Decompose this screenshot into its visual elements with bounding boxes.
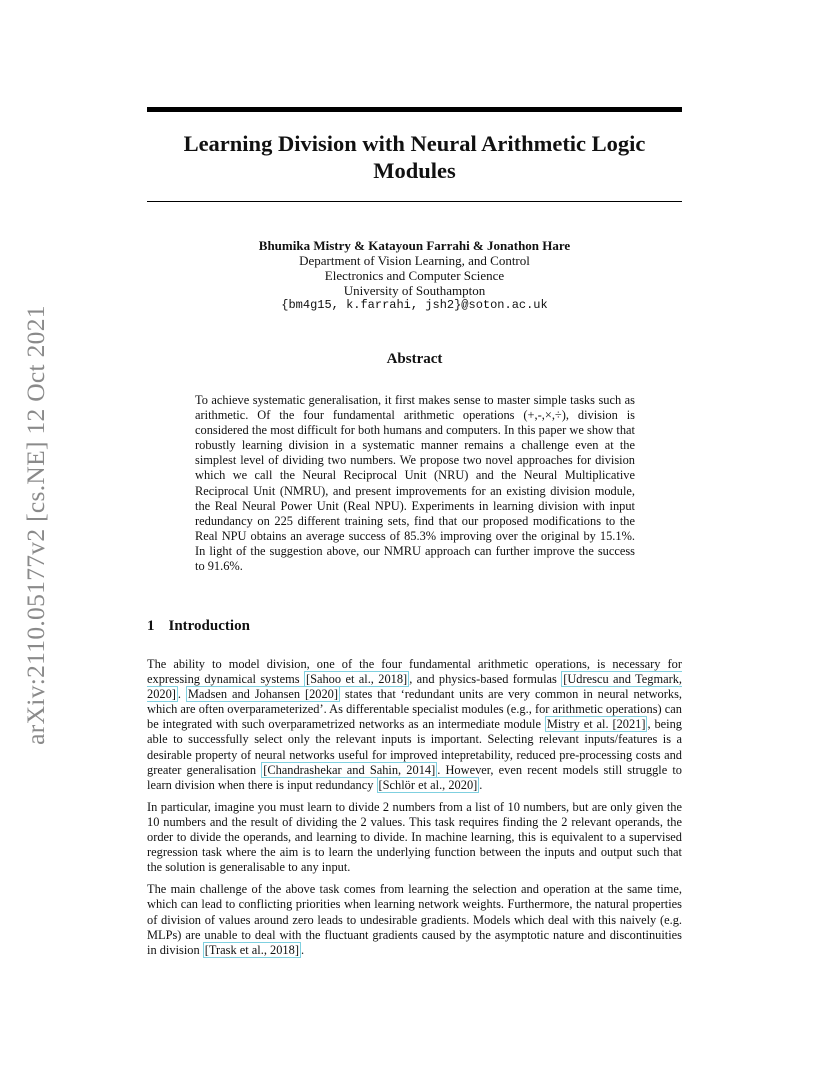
citation-link[interactable]: [Sahoo et al., 2018] [305, 672, 408, 687]
text-run: . [479, 777, 483, 792]
affiliation-line: Department of Vision Learning, and Control [299, 253, 530, 268]
paragraph [147, 657, 682, 793]
text-run: The ability to model division, one of the four fundamental arithmetic operations, is necessary for expressing dynamical systems [147, 657, 682, 687]
author-block [147, 238, 682, 313]
title-rule-bottom [147, 201, 682, 202]
citation-link[interactable]: Madsen and Johansen [2020] [187, 687, 338, 702]
text-run: The main challenge of the above task comes from learning the selection and operation at the same time, which can lead to conflicting priorities when learning network weights. Furthermore, the natural properties of division of values around zero leads to undesirable gradients. Models which deal with this naively (e.g. MLPs) are unable to deal with the fluctuant gradients caused by the asymptotic nature and discontinuities in division [147, 882, 682, 957]
introduction-body [147, 657, 682, 965]
abstract-heading: Abstract [386, 351, 443, 367]
citation-link[interactable]: Mistry et al. [2021] [546, 717, 646, 732]
paragraph: In particular, imagine you must learn to divide 2 numbers from a list of 10 numbers, but are only given the 10 numbers and the result of dividing the 2 values. This task requires finding the 2 relevant operands, the order to divide the operands, and learning to divide. In machine learning, this is equivalent to a supervised regression task where the aim is to learn the underlying function between the inputs and output such that the solution is generalisable to any input. [147, 799, 682, 875]
text-run: . [177, 687, 186, 702]
abstract-text: To achieve systematic generalisation, it first makes sense to master simple tasks such as arithmetic. Of the four fundamental arithmetic operations (+,-,×,÷), division is considered the most difficult for both humans and computers. In this paper we show that robustly learning division in a systematic manner remains a challenge even at the simplest level of dividing two numbers. We propose two novel approaches for division which we call the Neural Reciprocal Unit (NRU) and the Neural Multiplicative Reciprocal Unit (NMRU), and present improvements for an existing division module, the Real Neural Power Unit (Real NPU). Experiments in learning division with input redundancy on 225 different training sets, find that our proposed modifications to the Real NPU obtains an average success of 85.3% improving over the original by 15.1%. In light of the suggestion above, our NMRU approach can further improve the success to 91.6%. [195, 393, 635, 574]
text-run: , and physics-based formulas [409, 672, 562, 687]
citation-link[interactable]: [Trask et al., 2018] [204, 942, 299, 957]
author-email: {bm4g15, k.farrahi, jsh2}@soton.ac.uk [281, 298, 548, 312]
text-run: states that ‘redundant units are very common in neural networks, which are often overparameterized’. As differentable specialist modules (e.g., for arithmetic operations) can be integrated with such overparametrized networks as an intermediate module [147, 687, 682, 732]
affiliation-line: University of Southampton [343, 283, 486, 298]
affiliation-line: Electronics and Computer Science [324, 268, 505, 283]
section-heading-introduction [147, 618, 682, 635]
section-number: 1 [147, 618, 155, 634]
paragraph [147, 882, 682, 957]
author-names: Bhumika Mistry & Katayoun Farrahi & Jonathon Hare [258, 238, 571, 253]
citation-link[interactable]: [Schlör et al., 2020] [378, 777, 478, 792]
arxiv-stamp [16, 290, 56, 760]
text-run: . [300, 942, 305, 957]
citation-link[interactable]: [Udrescu and Tegmark, 2020] [147, 672, 683, 702]
arxiv-id: arXiv:2110.05177v2 [cs.NE] 12 Oct 2021 [21, 305, 51, 745]
citation-link[interactable]: [Chandrashekar and Sahin, 2014] [263, 762, 436, 777]
section-title: Introduction [168, 618, 250, 634]
text-run: . However, even recent models still struggle to learn division when there is input redundancy [147, 762, 683, 792]
text-run: , being able to successfully select only the relevant inputs is important. Selecting relevant inputs/features is a desirable property of neural networks useful for improved intepretability, reduced pre-processing costs and greater generalisation [147, 717, 682, 777]
paper-title: Learning Division with Neural Arithmetic Logic Modules [183, 131, 646, 183]
title-rule-top [147, 107, 682, 112]
